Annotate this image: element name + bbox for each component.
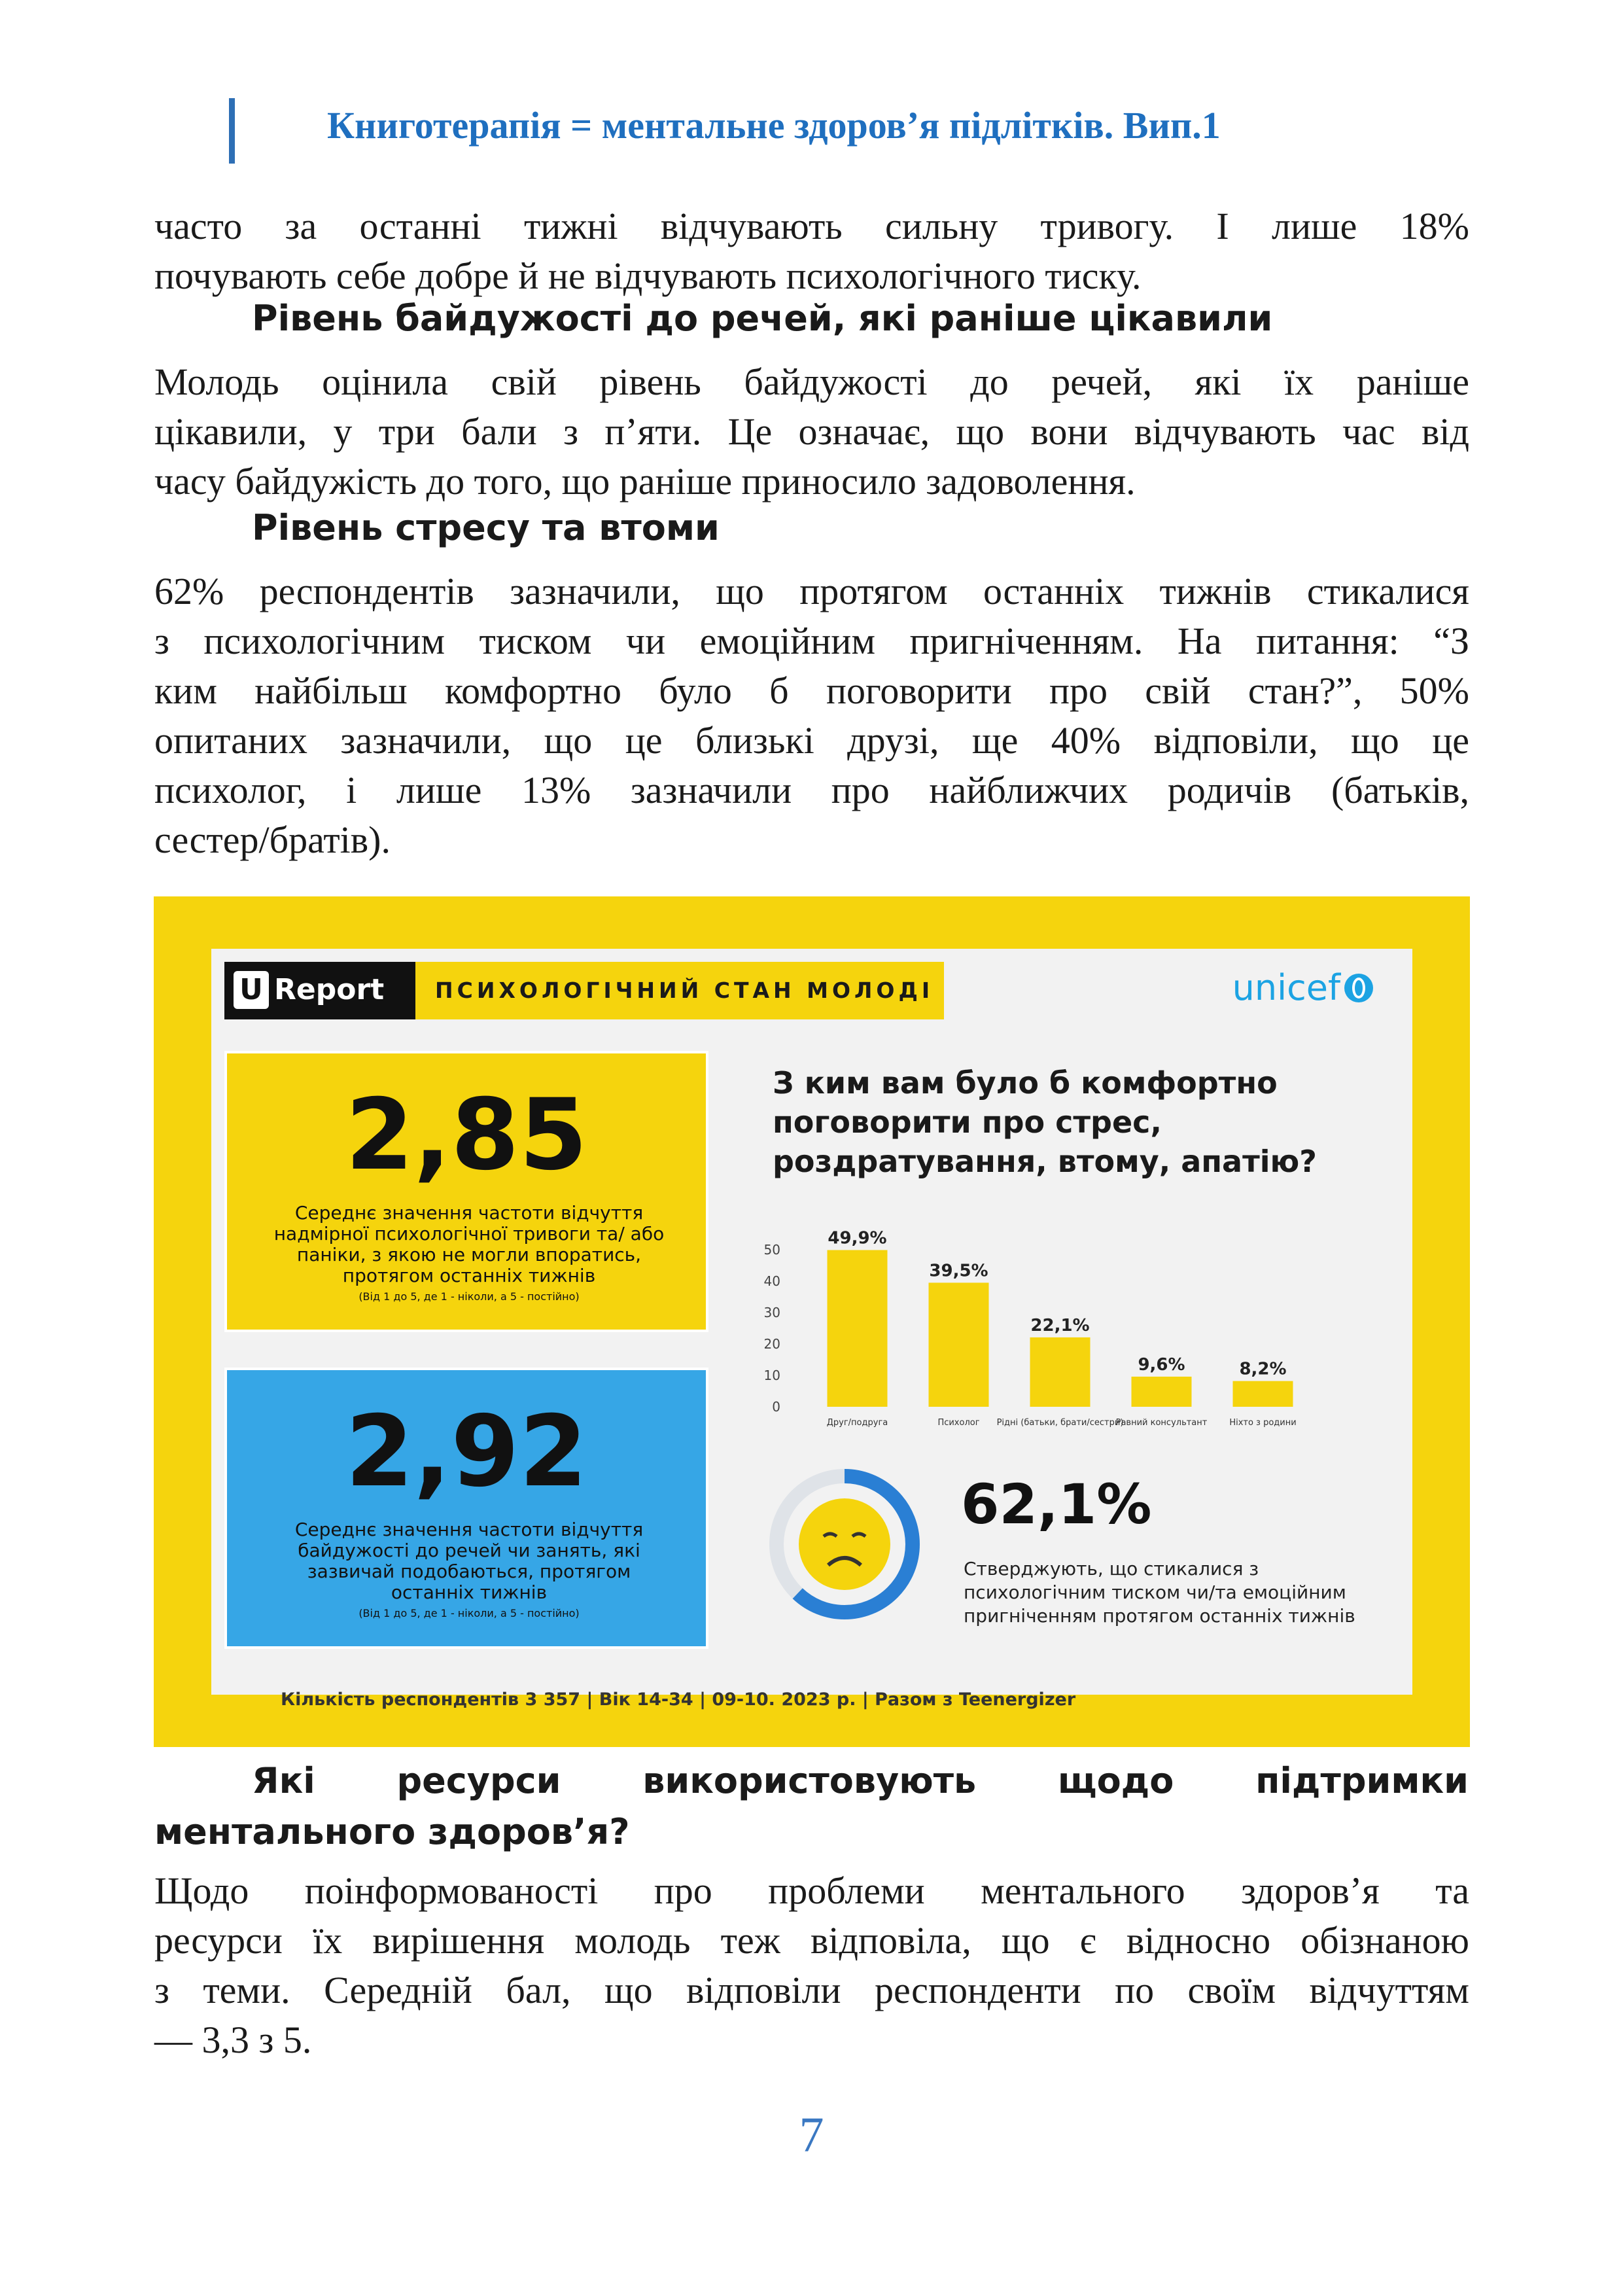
heading-word: Які [252,1760,315,1801]
ureport-logo-text: Report [274,973,385,1006]
bar [1030,1337,1091,1407]
bar-value-label: 39,5% [929,1261,988,1281]
infographic-panel [211,949,1412,1710]
y-tick-label: 20 [763,1336,780,1352]
heading-word: підтримки [1255,1760,1469,1801]
heading-word: щодо [1057,1760,1174,1801]
bar-value-label: 9,6% [1138,1354,1185,1375]
text-line: психолог, і лише 13% зазначили про найближчих родичів (батьків, [154,769,1469,811]
text-line: ресурси їх вирішення молодь теж відповіла, що є відносно обізнаною [154,1919,1469,1962]
stat-description: Середнє значення частоти відчуття байдужості до речей чи занять, які зазвичай подобаються, протягом останніх тижнів [294,1519,644,1603]
text-line: опитаних зазначили, що це близькі друзі, ще 40% відповіли, що це [154,719,1469,762]
category-label: Ніхто з родини [1229,1418,1297,1428]
text-line: цікавили, у три бали з п’яти. Це означає, що вони відчувають час від [154,410,1469,453]
unicef-logo-text: unicef [1232,967,1340,1008]
category-label: Рідні (батьки, брати/сестри) [996,1418,1124,1428]
bar [929,1282,989,1407]
text-line: почувають себе добре й не відчувають психологічного тиску. [154,255,1142,297]
section-heading-resources [252,1760,1469,1801]
bar-value-label: 8,2% [1239,1359,1287,1379]
donut-description: Стверджують, що стикалися з психологічним тиском чи/та емоційним пригніченням протягом останніх тижнів [964,1558,1355,1627]
text-line: ким найбільш комфортно було б поговорити про свій стан?”, 50% [154,669,1469,712]
unicef-globe-icon [1344,974,1373,1002]
stat-scale-note: (Від 1 до 5, де 1 - ніколи, а 5 - постійно) [358,1290,580,1303]
y-tick-label: 30 [763,1305,780,1320]
stat-card-anxiety [224,1051,708,1332]
stat-card-indifference [224,1368,708,1649]
page-header [229,98,1472,164]
y-tick-label: 40 [763,1273,780,1289]
text-line: — 3,3 з 5. [154,2019,312,2061]
section-heading-indifference: Рівень байдужості до речей, які раніше цікавили [252,298,1273,339]
paragraph-anxiety [154,202,1469,301]
unicef-logo [1232,967,1373,1008]
category-label: Друг/подруга [826,1418,888,1428]
text-line: сестер/братів). [154,819,391,861]
donut-percentage: 62,1% [961,1472,1152,1536]
y-tick-label: 0 [772,1399,780,1415]
header-accent-bar [229,98,235,164]
text-line: 62% респондентів зазначили, що протягом останніх тижнів стикалися [154,570,1469,612]
sad-face-icon [799,1498,890,1590]
bar-value-label: 22,1% [1030,1315,1090,1335]
bar [828,1250,888,1407]
paragraph-stress [154,567,1469,865]
bar-chart [761,1217,1350,1439]
stat-scale-note: (Від 1 до 5, де 1 - ніколи, а 5 - постійно) [358,1607,580,1619]
section-heading-stress: Рівень стресу та втоми [252,507,720,548]
text-line: Молодь оцінила свій рівень байдужості до речей, які їх раніше [154,361,1469,403]
bar [1132,1377,1192,1407]
paragraph-indifference [154,357,1469,506]
category-label: Психолог [937,1418,980,1428]
category-label: Равний консультант [1115,1418,1208,1428]
paragraph-resources [154,1866,1469,2065]
stat-description: Середнє значення частоти відчуття надмірної психологічної тривоги та/ або паніки, з якою не могли впоратись, протягом останніх тижнів [273,1202,665,1286]
infographic-title: ПСИХОЛОГІЧНИЙ СТАН МОЛОДІ [415,962,944,1019]
text-line: з теми. Середній бал, що відповіли респонденти по своїм відчуттям [154,1969,1469,2011]
ureport-logo-mark: U [234,971,269,1009]
heading-word: ресурси [396,1760,561,1801]
bar [1233,1381,1293,1407]
y-tick-label: 10 [763,1368,780,1383]
ureport-logo [224,962,415,1019]
donut-gauge [766,1466,923,1623]
infographic [154,896,1470,1747]
text-line: з психологічним тиском чи емоційним пригніченням. На питання: “З [154,620,1469,662]
chart-question-title: З ким вам було б комфортно поговорити про стрес, роздратування, втому, апатію? [773,1065,1317,1179]
text-line: часу байдужість до того, що раніше приносило задоволення. [154,460,1136,503]
section-heading-resources-line2: ментального здоров’я? [154,1811,630,1852]
stat-value: 2,85 [345,1078,588,1192]
text-line: часто за останні тижні відчувають сильну тривогу. І лише 18% [154,205,1469,247]
page-number: 7 [799,2108,824,2163]
header-title: Книготерапія = ментальне здоров’я підлітків. Вип.1 [327,104,1221,147]
bar-value-label: 49,9% [828,1228,887,1248]
y-tick-label: 50 [763,1242,780,1258]
text-line: Щодо поінформованості про проблеми ментального здоров’я та [154,1869,1469,1912]
stat-value: 2,92 [345,1395,588,1509]
infographic-footer: Кількість респондентів 3 357 | Вік 14-34 | 09-10. 2023 р. | Разом з Teenergizer [281,1689,1076,1710]
heading-word: використовують [642,1760,977,1801]
